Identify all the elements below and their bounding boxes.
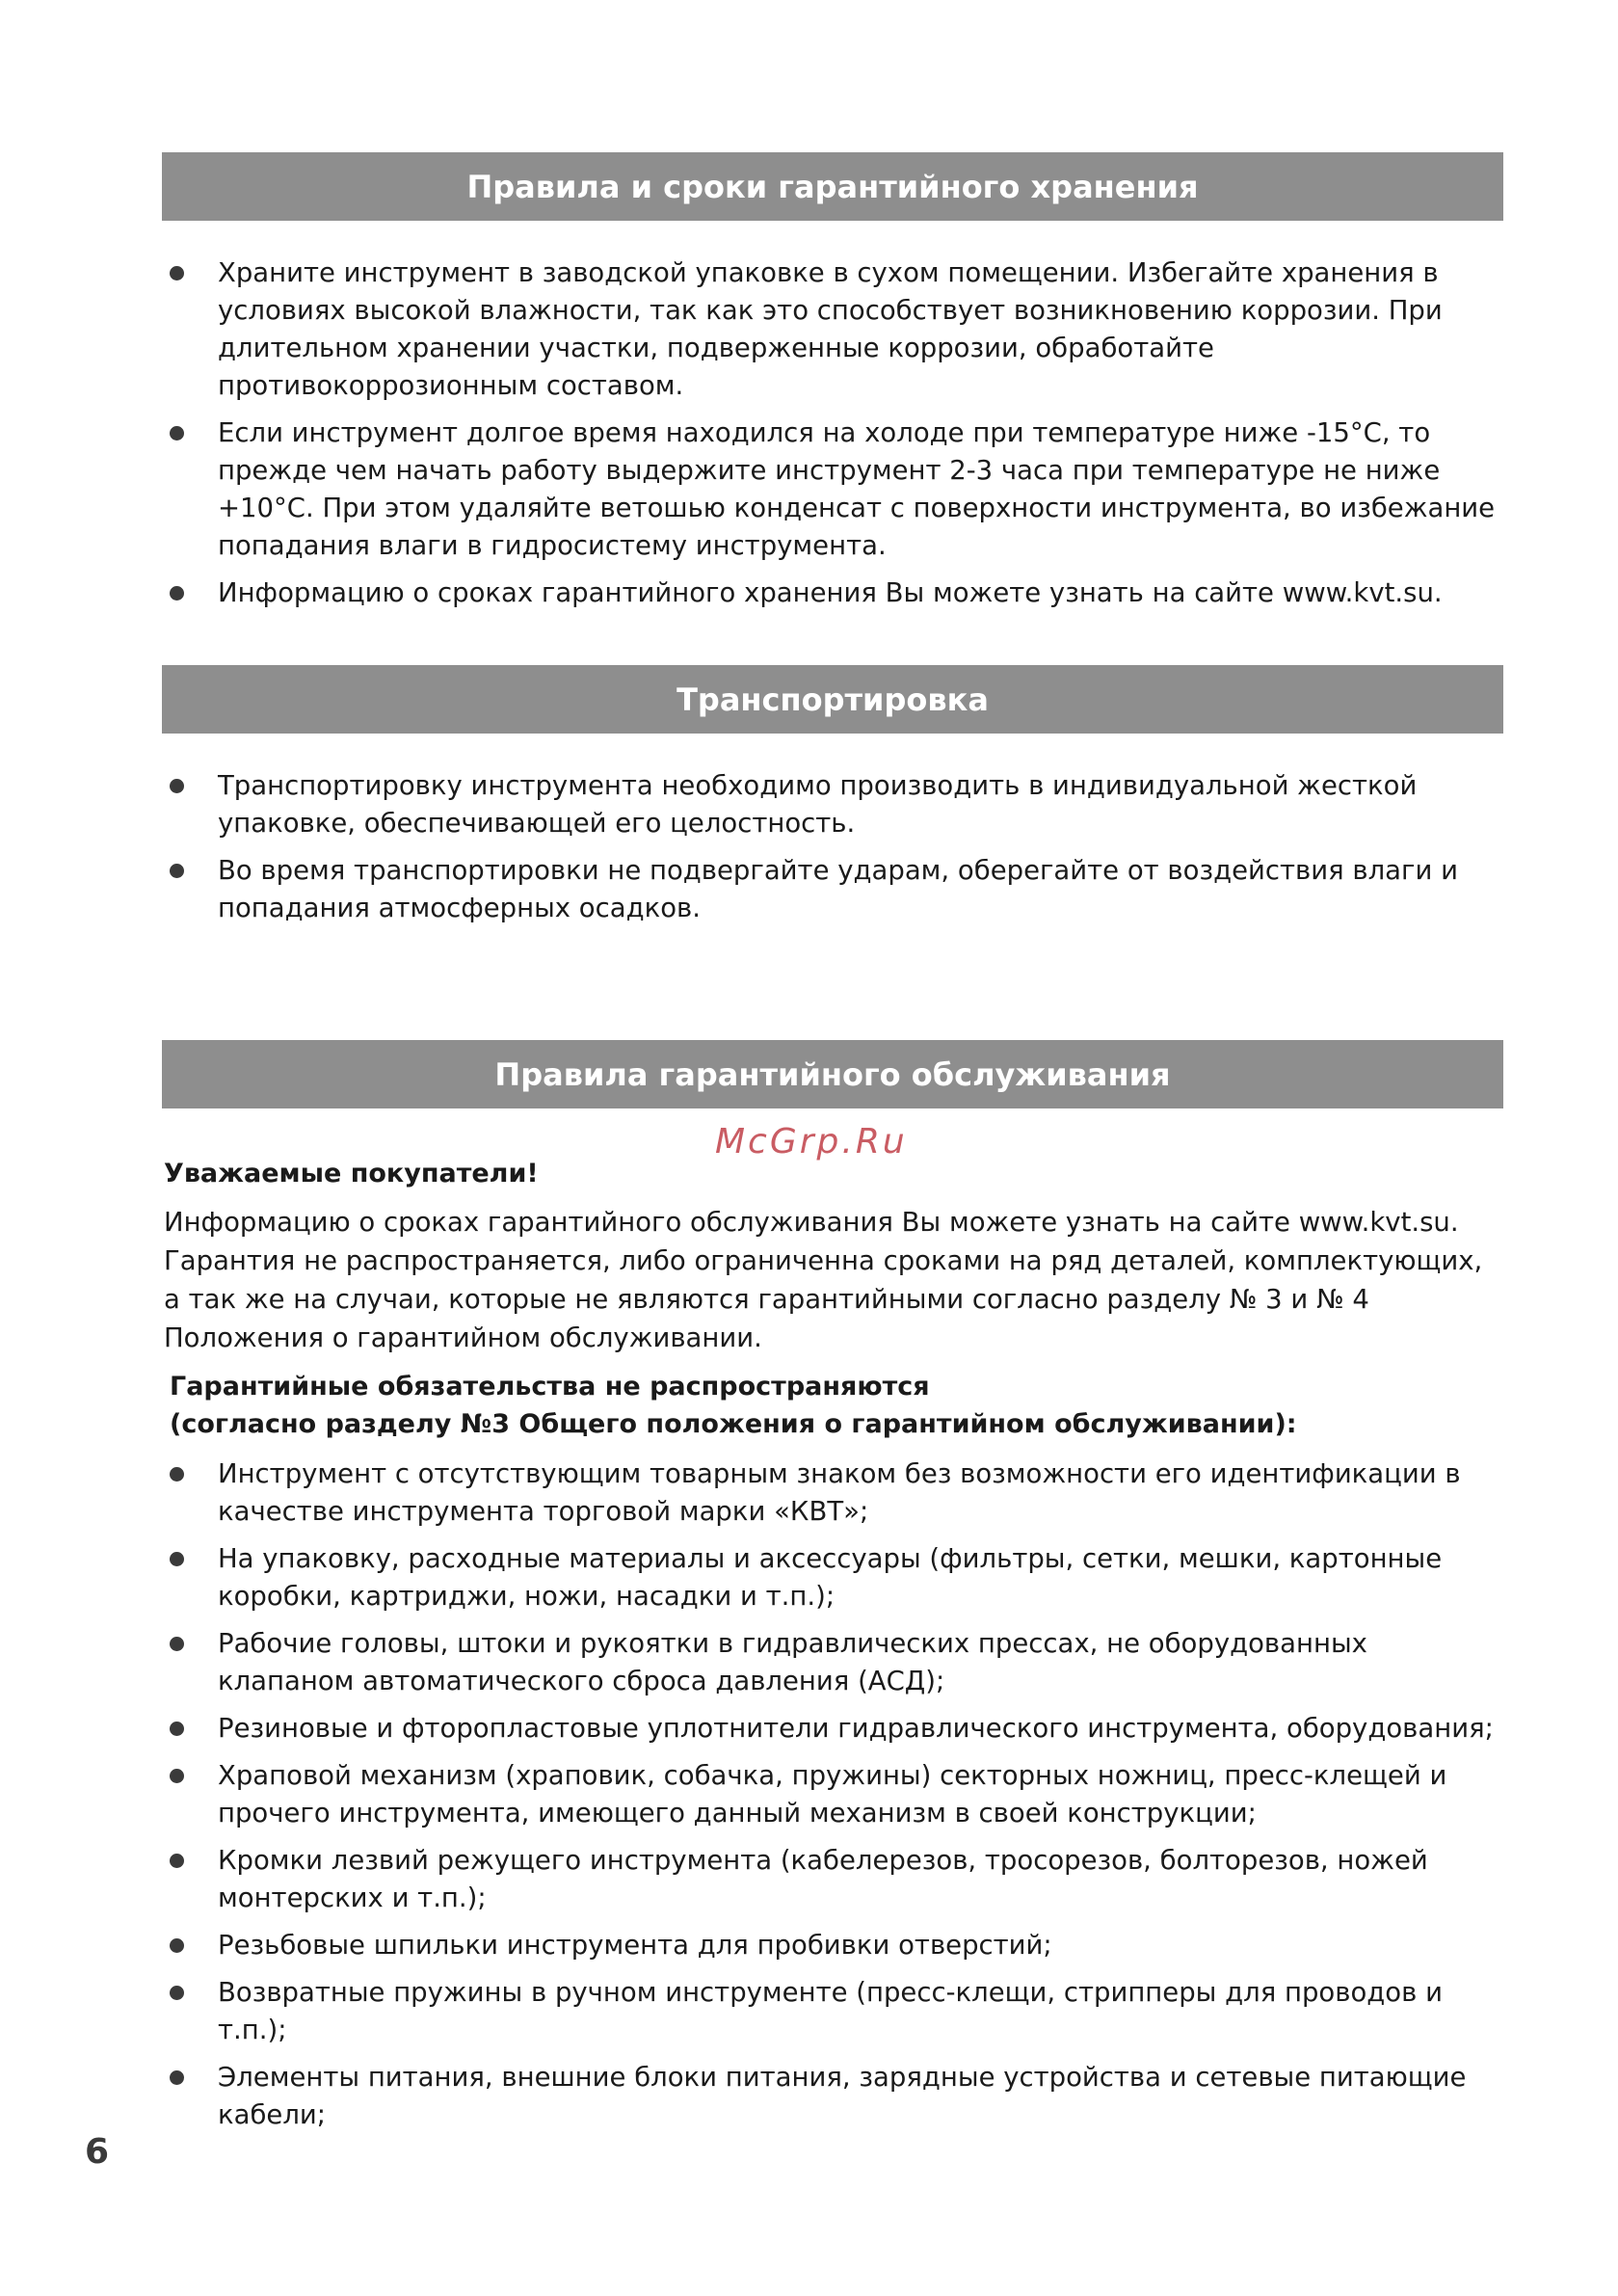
list-item: [162, 1842, 1503, 1917]
section-header-storage: [162, 152, 1503, 221]
section-header-warranty-service: [162, 1040, 1503, 1108]
list-item-text: Резиновые и фторопластовые уплотнители гидравлического инструмента, оборудования;: [218, 1713, 1494, 1744]
list-item: [162, 767, 1503, 842]
list-item-text: На упаковку, расходные материалы и аксессуары (фильтры, сетки, мешки, картонные коробки, картриджи, ножи, насадки и т.п.);: [218, 1543, 1443, 1612]
page-number: 6: [85, 2132, 110, 2172]
bullet-icon: [170, 1854, 184, 1868]
list-item: [162, 1625, 1503, 1700]
bullet-icon: [170, 779, 184, 793]
list-item-text: Кромки лезвий режущего инструмента (кабелерезов, тросорезов, болторезов, ножей монтерских и т.п.);: [218, 1845, 1428, 1913]
list-item: [162, 1540, 1503, 1615]
list-item-text: Храните инструмент в заводской упаковке в сухом помещении. Избегайте хранения в условиях высокой влажности, так как это способствует возникновению коррозии. При длительном хранении участки, подверженные коррозии, обработайте противокоррозионным составом.: [218, 257, 1443, 401]
list-item: [162, 414, 1503, 565]
list-item-text: Транспортировку инструмента необходимо производить в индивидуальной жесткой упаковке, обеспечивающей его целостность.: [218, 770, 1418, 839]
intro-paragraph: Информацию о сроках гарантийного обслуживания Вы можете узнать на сайте www.kvt.su. Гарантия не распространяется, либо ограниченна сроками на ряд деталей, комплектующих, а так же на случаи, которые не являются гарантийными согласно разделу № 3 и № 4 Положения о гарантийном обслуживании.: [164, 1207, 1483, 1353]
list-item-text: Рабочие головы, штоки и рукоятки в гидравлических прессах, не оборудованных клапаном автоматического сброса давления (АСД);: [218, 1628, 1367, 1696]
section-title: Правила и сроки гарантийного хранения: [466, 168, 1199, 205]
section-header-transport: [162, 665, 1503, 734]
list-item: [162, 852, 1503, 927]
exclusions-heading-line2: (согласно разделу №3 Общего положения о гарантийном обслуживании):: [170, 1409, 1297, 1439]
bullet-icon: [170, 1986, 184, 2000]
list-item-text: Элементы питания, внешние блоки питания, зарядные устройства и сетевые питающие кабели;: [218, 2062, 1467, 2130]
list-item-text: Инструмент с отсутствующим товарным знаком без возможности его идентификации в качестве инструмента торговой марки «КВТ»;: [218, 1458, 1461, 1527]
exclusions-list: [162, 1455, 1503, 2144]
bullet-icon: [170, 1637, 184, 1651]
list-item-text: Если инструмент долгое время находился на холоде при температуре ниже -15°С, то прежде чем начать работу выдержите инструмент 2-3 часа при температуре не ниже +10°С. При этом удаляйте ветошью конденсат с поверхности инструмента, во избежание попадания влаги в гидросистему инструмента.: [218, 417, 1496, 561]
transport-list: [162, 767, 1503, 937]
bullet-icon: [170, 1769, 184, 1783]
section-title: Правила гарантийного обслуживания: [494, 1055, 1171, 1093]
bullet-icon: [170, 864, 184, 878]
list-item: [162, 1757, 1503, 1832]
bullet-icon: [170, 586, 184, 601]
bullet-icon: [170, 266, 184, 280]
bullet-icon: [170, 1467, 184, 1482]
bullet-icon: [170, 1938, 184, 1953]
list-item: [162, 254, 1503, 405]
list-item-text: Информацию о сроках гарантийного хранения Вы можете узнать на сайте www.kvt.su.: [218, 577, 1443, 608]
storage-list: [162, 254, 1503, 622]
list-item: [162, 1927, 1503, 1964]
list-item-text: Резьбовые шпильки инструмента для пробивки отверстий;: [218, 1930, 1052, 1961]
exclusions-heading-line1: Гарантийные обязательства не распространяются: [170, 1372, 930, 1402]
section-title: Транспортировка: [676, 681, 989, 718]
list-item: [162, 1710, 1503, 1748]
list-item: [162, 574, 1503, 612]
list-item: [162, 2059, 1503, 2134]
bullet-icon: [170, 2070, 184, 2085]
list-item: [162, 1974, 1503, 2049]
list-item-text: Возвратные пружины в ручном инструменте (пресс-клещи, стрипперы для проводов и т.п.);: [218, 1977, 1443, 2045]
bullet-icon: [170, 1722, 184, 1736]
bullet-icon: [170, 426, 184, 441]
list-item-text: Храповой механизм (храповик, собачка, пружины) секторных ножниц, пресс-клещей и прочего инструмента, имеющего данный механизм в своей конструкции;: [218, 1760, 1447, 1829]
list-item: [162, 1455, 1503, 1531]
bullet-icon: [170, 1552, 184, 1566]
list-item-text: Во время транспортировки не подвергайте ударам, оберегайте от воздействия влаги и попадания атмосферных осадков.: [218, 855, 1458, 923]
greeting: Уважаемые покупатели!: [164, 1159, 539, 1188]
watermark: McGrp.Ru: [715, 1122, 908, 1161]
